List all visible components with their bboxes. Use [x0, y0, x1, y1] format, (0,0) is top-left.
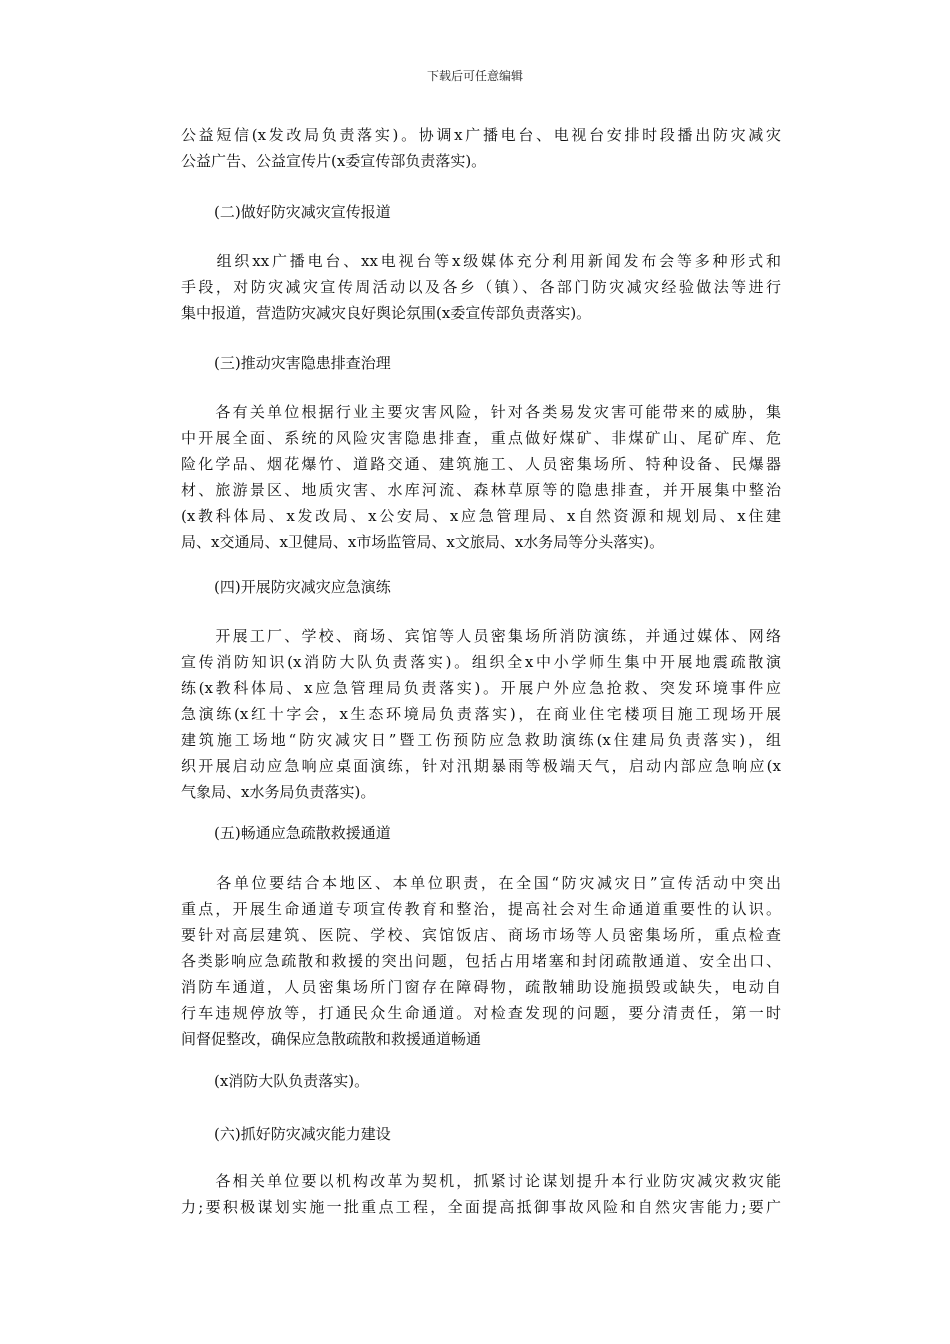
section-heading-6: (六)抓好防灾减灾能力建设: [214, 1125, 391, 1143]
paragraph-line: 各类影响应急疏散和救援的突出问题，包括占用堵塞和封闭疏散通道、安全出口、: [181, 952, 781, 970]
paragraph-line: 行车违规停放等，打通民众生命通道。对检查发现的问题，要分清责任，第一时: [181, 1004, 781, 1022]
paragraph-line: 间督促整改，确保应急散疏散和救援通道畅通: [181, 1030, 482, 1048]
paragraph-line: 中开展全面、系统的风险灾害隐患排查，重点做好煤矿、非煤矿山、尾矿库、危: [181, 429, 781, 447]
paragraph-line: 练(x教科体局、x应急管理局负责落实)。开展户外应急抢救、突发环境事件应: [181, 679, 781, 697]
paragraph-line: 险化学品、烟花爆竹、道路交通、建筑施工、人员密集场所、特种设备、民爆器: [181, 455, 781, 473]
paragraph-line: 急演练(x红十字会，x生态环境局负责落实)，在商业住宅楼项目施工现场开展: [181, 705, 781, 723]
paragraph-line: 消防车通道，人员密集场所门窗存在障碍物，疏散辅助设施损毁或缺失，电动自: [181, 978, 781, 996]
paragraph-responsibility-note: (x消防大队负责落实)。: [214, 1072, 370, 1090]
paragraph-line: 公益短信(x发改局负责落实)。协调x广播电台、电视台安排时段播出防灾减灾: [181, 126, 781, 144]
paragraph-section-6: [181, 1168, 781, 1220]
section-heading-3: (三)推动灾害隐患排查治理: [214, 354, 391, 372]
paragraph-section-4: [181, 623, 781, 805]
paragraph-line: 各相关单位要以机构改革为契机，抓紧讨论谋划提升本行业防灾减灾救灾能: [181, 1172, 781, 1190]
section-heading-4: (四)开展防灾减灾应急演练: [214, 578, 391, 596]
paragraph-line: 力;要积极谋划实施一批重点工程，全面提高抵御事故风险和自然灾害能力;要广: [181, 1198, 781, 1216]
paragraph-line: 公益广告、公益宣传片(x委宣传部负责落实)。: [181, 152, 487, 170]
paragraph-line: (x教科体局、x发改局、x公安局、x应急管理局、x自然资源和规划局、x住建: [181, 507, 781, 525]
paragraph-line: 材、旅游景区、地质灾害、水库河流、森林草原等的隐患排查，并开展集中整治: [181, 481, 781, 499]
page-header: 下载后可任意编辑: [426, 69, 523, 83]
paragraph-section-2: [181, 248, 781, 326]
paragraph-line: 织开展启动应急响应桌面演练，针对汛期暴雨等极端天气，启动内部应急响应(x: [181, 757, 781, 775]
paragraph-line: 局、x交通局、x卫健局、x市场监管局、x文旅局、x水务局等分头落实)。: [181, 533, 665, 551]
paragraph-line: 组织xx广播电台、xx电视台等x级媒体充分利用新闻发布会等多种形式和: [181, 252, 781, 270]
paragraph-line: 建筑施工场地“防灾减灾日”暨工伤预防应急救助演练(x住建局负责落实)，组: [181, 731, 781, 749]
paragraph-continuation: [181, 122, 781, 174]
paragraph-line: 集中报道，营造防灾减灾良好舆论氛围(x委宣传部负责落实)。: [181, 304, 592, 322]
paragraph-line: 各单位要结合本地区、本单位职责，在全国“防灾减灾日”宣传活动中突出: [181, 874, 781, 892]
paragraph-line: 宣传消防知识(x消防大队负责落实)。组织全x中小学师生集中开展地震疏散演: [181, 653, 781, 671]
paragraph-line: 各有关单位根据行业主要灾害风险，针对各类易发灾害可能带来的威胁，集: [181, 403, 781, 421]
paragraph-section-5: [181, 870, 781, 1052]
paragraph-line: 气象局、x水务局负责落实)。: [181, 783, 376, 801]
paragraph-section-3: [181, 399, 781, 555]
paragraph-line: 要针对高层建筑、医院、学校、宾馆饭店、商场市场等人员密集场所，重点检查: [181, 926, 781, 944]
paragraph-line: 重点，开展生命通道专项宣传教育和整治，提高社会对生命通道重要性的认识。: [181, 900, 781, 918]
paragraph-line: 手段，对防灾减灾宣传周活动以及各乡（镇）、各部门防灾减灾经验做法等进行: [181, 278, 781, 296]
section-heading-5: (五)畅通应急疏散救援通道: [214, 824, 391, 842]
section-heading-2: (二)做好防灾减灾宣传报道: [214, 203, 391, 221]
paragraph-line: 开展工厂、学校、商场、宾馆等人员密集场所消防演练，并通过媒体、网络: [181, 627, 781, 645]
